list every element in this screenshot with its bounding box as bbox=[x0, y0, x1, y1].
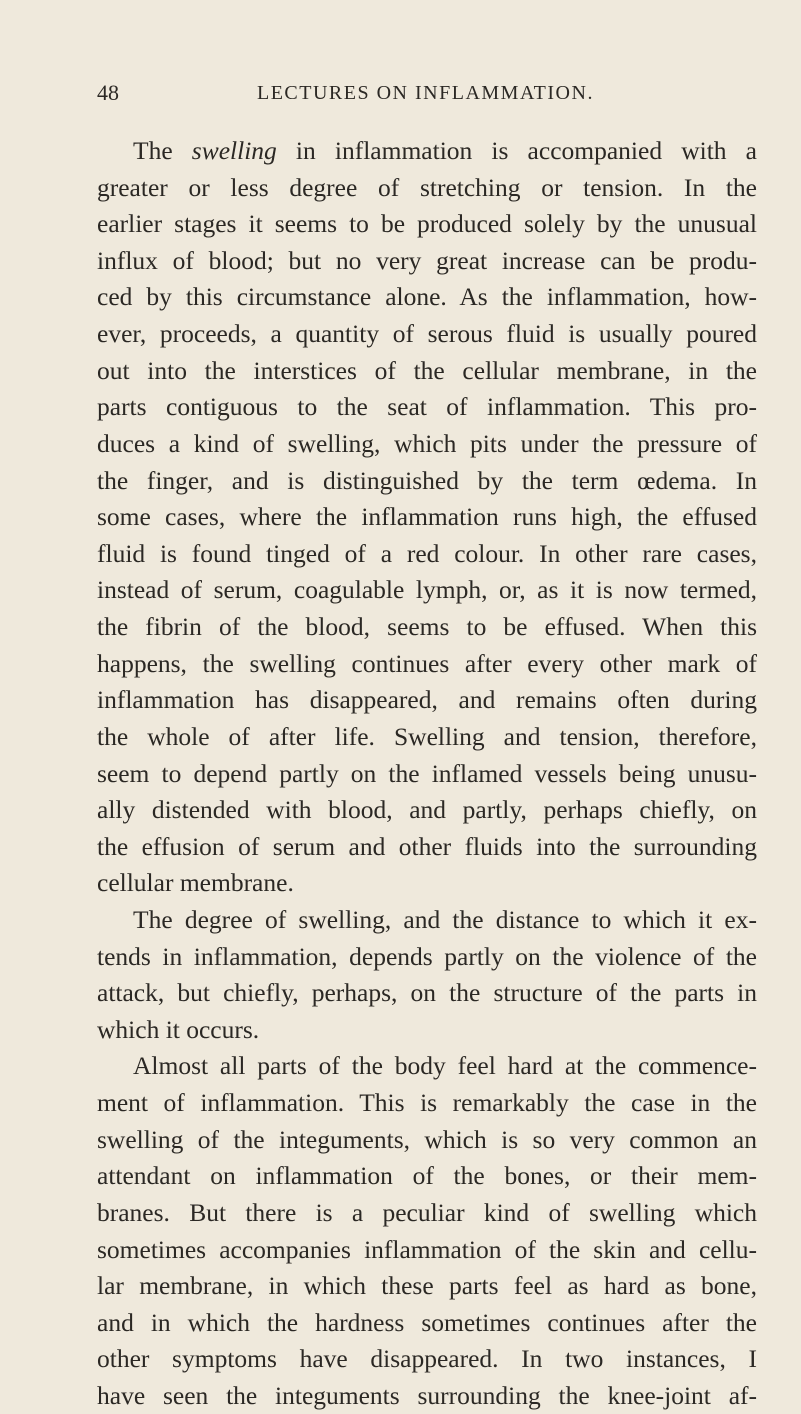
italic-word: swelling bbox=[191, 136, 277, 165]
text-line: lar membrane, in which these parts feel as hard as bone, bbox=[97, 1271, 757, 1300]
text-line: happens, the swelling continues after every other mark of bbox=[97, 649, 757, 678]
text-line: ced by this circumstance alone. As the inflammation, how- bbox=[97, 282, 757, 311]
text-line: ever, proceeds, a quantity of serous fluid is usually poured bbox=[97, 319, 757, 348]
text-line: The degree of swelling, and the distance to which it ex- bbox=[133, 905, 757, 934]
text-line: instead of serum, coagulable lymph, or, as it is now termed, bbox=[97, 575, 757, 604]
text-line: swelling of the integuments, which is so very common an bbox=[97, 1125, 757, 1154]
text-line: the finger, and is distinguished by the term œdema. In bbox=[97, 466, 757, 495]
running-title: LECTURES ON INFLAMMATION. bbox=[257, 82, 594, 104]
text-line: ment of inflammation. This is remarkably the case in the bbox=[97, 1088, 757, 1117]
text-line: and in which the hardness sometimes continues after the bbox=[97, 1308, 757, 1337]
text-line: out into the interstices of the cellular membrane, in the bbox=[97, 356, 757, 385]
text-line: some cases, where the inflammation runs high, the effused bbox=[97, 502, 757, 531]
text-line: tends in inflammation, depends partly on the violence of the bbox=[97, 942, 757, 971]
text-line: cellular membrane. bbox=[97, 868, 294, 897]
text-line: fluid is found tinged of a red colour. In other rare cases, bbox=[97, 539, 757, 568]
text-line: influx of blood; but no very great increase can be produ- bbox=[97, 246, 757, 275]
text-line: parts contiguous to the seat of inflammation. This pro- bbox=[97, 392, 757, 421]
text-line: attendant on inflammation of the bones, or their mem- bbox=[97, 1161, 757, 1190]
text-line: the effusion of serum and other fluids into the surrounding bbox=[97, 832, 757, 861]
text-line: attack, but chiefly, perhaps, on the structure of the parts in bbox=[97, 978, 757, 1007]
text-line: the fibrin of the blood, seems to be effused. When this bbox=[97, 612, 757, 641]
text-line: which it occurs. bbox=[97, 1015, 260, 1044]
text-line: earlier stages it seems to be produced solely by the unusual bbox=[97, 209, 757, 238]
text-line: The swelling in inflammation is accompanied with a bbox=[133, 136, 757, 165]
text-line: sometimes accompanies inflammation of the skin and cellu- bbox=[97, 1235, 757, 1264]
text-line: seem to depend partly on the inflamed vessels being unusu- bbox=[97, 759, 757, 788]
text-line: ally distended with blood, and partly, perhaps chiefly, on bbox=[97, 795, 757, 824]
text-line: other symptoms have disappeared. In two instances, I bbox=[97, 1344, 757, 1373]
text-line: inflammation has disappeared, and remains often during bbox=[97, 685, 757, 714]
page-number: 48 bbox=[97, 80, 119, 105]
text-line: have seen the integuments surrounding the knee-joint af- bbox=[97, 1381, 757, 1410]
text-line: the whole of after life. Swelling and tension, therefore, bbox=[97, 722, 757, 751]
page-header bbox=[97, 80, 737, 110]
text-line: duces a kind of swelling, which pits under the pressure of bbox=[97, 429, 757, 458]
text-line: greater or less degree of stretching or tension. In the bbox=[97, 173, 757, 202]
text-line: branes. But there is a peculiar kind of swelling which bbox=[97, 1198, 757, 1227]
text-line: Almost all parts of the body feel hard at the commence- bbox=[133, 1051, 757, 1080]
